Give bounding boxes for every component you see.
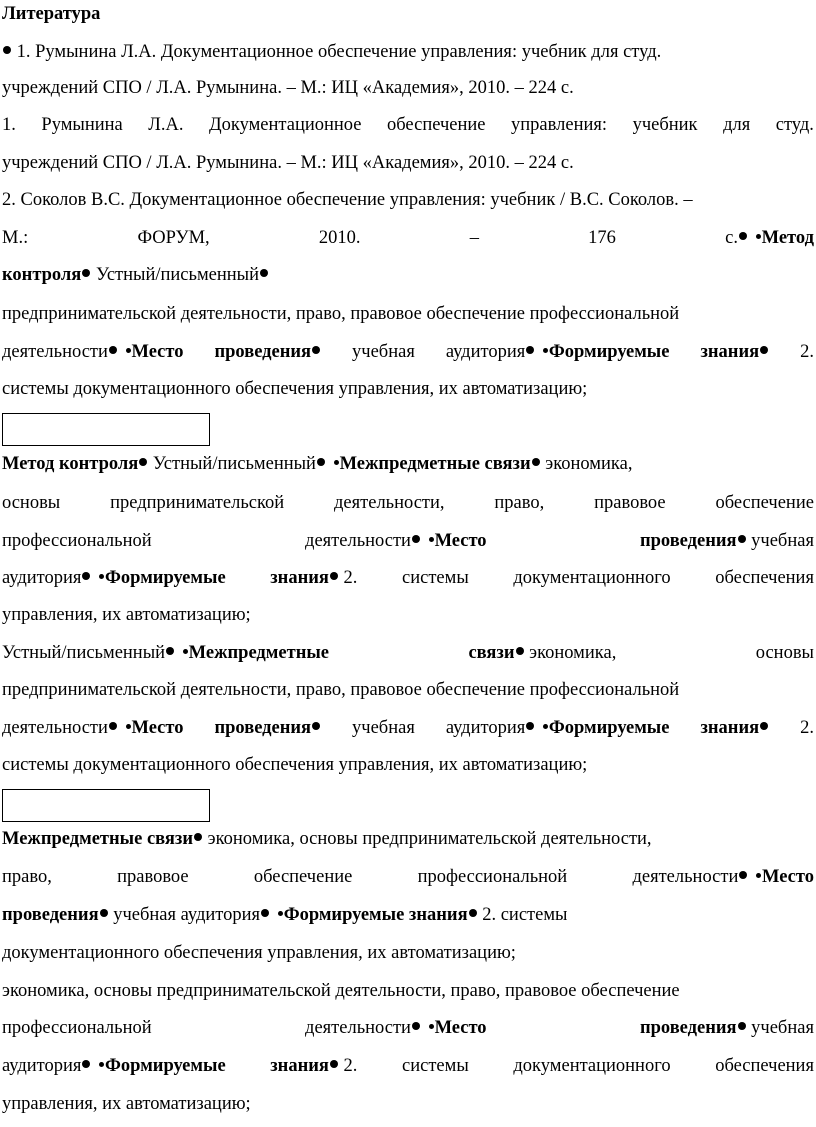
bullet-icon — [109, 346, 117, 354]
management-line: управления, их автоматизацию; — [2, 605, 251, 625]
bullet-icon — [532, 458, 540, 466]
bullet-icon — [330, 1060, 338, 1068]
bullet-icon — [317, 458, 325, 466]
bullet-icon — [109, 722, 117, 730]
bullet-icon — [82, 1060, 90, 1068]
activity-place-line-2: деятельности Место проведения учебная аудитория Формируемые знания 2. — [2, 718, 814, 738]
right-place-line: право, правовое обеспечение профессиональной деятельности Место — [2, 867, 814, 887]
bullet-icon — [312, 346, 320, 354]
bullet-small-icon — [756, 873, 761, 878]
bullet-icon — [516, 647, 524, 655]
professional-place-line: профессиональной деятельности Место проведения учебная — [2, 531, 814, 551]
bullet-icon — [260, 269, 268, 277]
bullet-small-icon — [99, 1062, 104, 1067]
bullet-icon — [739, 871, 747, 879]
bullet-icon — [526, 346, 534, 354]
bullet-small-icon — [126, 724, 131, 729]
lit-item-2-line-b: М.: ФОРУМ, 2010. – 176 с. Метод — [2, 228, 814, 248]
bullet-icon — [100, 909, 108, 917]
bullet-icon — [760, 346, 768, 354]
professional-place-line-2: профессиональной деятельности Место проведения учебная — [2, 1018, 814, 1038]
oral-intersubject-line: Устный/письменный Межпредметные связи экономика, основы — [2, 643, 814, 663]
bullet-icon — [412, 535, 420, 543]
bullet-icon — [412, 1022, 420, 1030]
lit-item-1-line-b: учреждений СПО / Л.А. Румынина. – М.: ИЦ «Академия», 2010. – 224 с. — [2, 78, 574, 98]
bullet-small-icon — [126, 348, 131, 353]
bullet-icon — [3, 46, 11, 54]
bullet-small-icon — [429, 537, 434, 542]
bullet-icon — [166, 647, 174, 655]
bullet-icon — [469, 909, 477, 917]
systems-line: системы документационного обеспечения управления, их автоматизацию; — [2, 379, 588, 399]
held-knowledge-line: проведения учебная аудитория Формируемые знания 2. системы — [2, 905, 568, 925]
lit-item-1-dup-line-b: учреждений СПО / Л.А. Румынина. – М.: ИЦ «Академия», 2010. – 224 с. — [2, 153, 574, 173]
management-line-2: управления, их автоматизацию; — [2, 1094, 251, 1114]
bullet-small-icon — [183, 649, 188, 654]
bullet-small-icon — [429, 1024, 434, 1029]
econ-line: экономика, основы предпринимательской деятельности, право, правовое обеспечение — [2, 981, 680, 1001]
classroom-knowledge-line-2: аудитория Формируемые знания 2. системы документационного обеспечения — [2, 1056, 814, 1076]
method-control-line: контроля Устный/письменный — [2, 263, 814, 287]
bullet-small-icon — [756, 234, 761, 239]
bullet-icon — [82, 269, 90, 277]
bullet-icon — [82, 572, 90, 580]
bullet-icon — [738, 535, 746, 543]
lit-item-2-line-a: 2. Соколов В.С. Документационное обеспечение управления: учебник / В.С. Соколов. – — [2, 190, 693, 210]
bullet-icon — [526, 722, 534, 730]
heading-literature: Литература — [2, 4, 101, 24]
bullet-small-icon — [543, 348, 548, 353]
bullet-icon — [194, 833, 202, 841]
bullet-icon — [739, 232, 747, 240]
empty-box — [2, 413, 210, 446]
empty-box — [2, 789, 210, 822]
entrepreneurial-line: предпринимательской деятельности, право, правовое обеспечение профессиональной — [2, 304, 680, 324]
bullet-icon — [738, 1022, 746, 1030]
bullet-small-icon — [278, 911, 283, 916]
method-control-heading-line: Метод контроля Устный/письменный Межпредметные связи экономика, — [2, 454, 633, 474]
entrepreneurial-words-line: основы предпринимательской деятельности, право, правовое обеспечение — [2, 493, 814, 513]
bullet-small-icon — [543, 724, 548, 729]
bullet-icon — [312, 722, 320, 730]
activity-place-line: деятельности Место проведения учебная аудитория Формируемые знания 2. — [2, 342, 814, 362]
bullet-icon — [139, 458, 147, 466]
intersubject-heading-line: Межпредметные связи экономика, основы предпринимательской деятельности, — [2, 829, 652, 849]
lit-item-1-line-a: 1. Румынина Л.А. Документационное обеспечение управления: учебник для студ. — [2, 40, 814, 64]
systems-short-line: документационного обеспечения управления, их автоматизацию; — [2, 943, 516, 963]
lit-item-1-dup-line-a: 1. Румынина Л.А. Документационное обеспечение управления: учебник для студ. — [2, 115, 814, 135]
bullet-small-icon — [334, 460, 339, 465]
bullet-small-icon — [99, 574, 104, 579]
classroom-knowledge-line: аудитория Формируемые знания 2. системы документационного обеспечения — [2, 568, 814, 588]
bullet-icon — [261, 909, 269, 917]
entrepreneurial-line-2: предпринимательской деятельности, право, правовое обеспечение профессиональной — [2, 680, 680, 700]
bullet-icon — [330, 572, 338, 580]
systems-line-2: системы документационного обеспечения управления, их автоматизацию; — [2, 755, 588, 775]
bullet-icon — [760, 722, 768, 730]
